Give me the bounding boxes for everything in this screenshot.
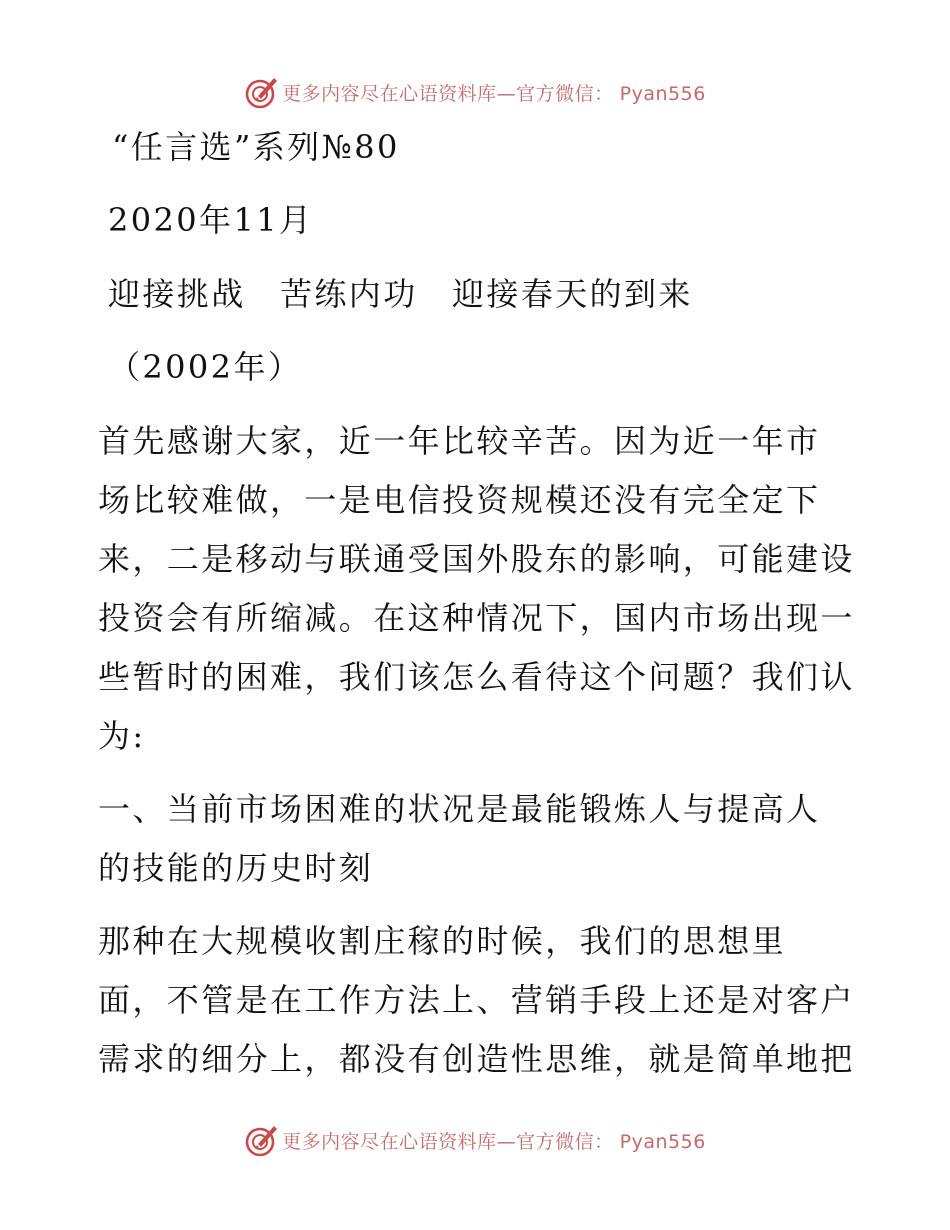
- watermark-text: [282, 1127, 706, 1154]
- watermark-wechat-id: Pyan556: [619, 82, 706, 105]
- paragraph-1-line-5: 些暂时的困难，我们该怎么看待这个问题？我们认: [98, 658, 855, 696]
- paragraph-1-line-3: 来，二是移动与联通受国外股东的影响，可能建设: [98, 540, 855, 578]
- watermark-label: 更多内容尽在心语资料库—官方微信：: [282, 82, 614, 105]
- paragraph-1-line-1: 首先感谢大家，近一年比较辛苦。因为近一年市: [98, 422, 821, 460]
- paragraph-2-line-1: 那种在大规模收割庄稼的时候，我们的思想里: [98, 922, 787, 960]
- date-line: 2020年11月: [108, 201, 314, 239]
- series-title: “任言选”系列№80: [112, 128, 400, 166]
- paragraph-1-line-4: 投资会有所缩减。在这种情况下，国内市场出现一: [98, 599, 855, 637]
- section-1-heading-line-1: 一、当前市场困难的状况是最能锻炼人与提高人: [98, 790, 821, 828]
- pen-logo-icon: [244, 1122, 280, 1158]
- watermark-wechat-id: Pyan556: [619, 1130, 706, 1153]
- paragraph-2-line-2: 面，不管是在工作方法上、营销手段上还是对客户: [98, 981, 855, 1019]
- watermark-label: 更多内容尽在心语资料库—官方微信：: [282, 1130, 614, 1153]
- watermark-footer: [0, 1120, 950, 1160]
- watermark-header: [0, 72, 950, 112]
- section-1-heading-line-2: 的技能的历史时刻: [98, 849, 374, 887]
- paragraph-1-line-2: 场比较难做，一是电信投资规模还没有完全定下: [98, 481, 821, 519]
- paragraph-1-line-6: 为:: [98, 717, 146, 755]
- paragraph-2-line-3: 需求的细分上，都没有创造性思维，就是简单地把: [98, 1040, 855, 1078]
- pen-logo-icon: [244, 74, 280, 110]
- year-line: （2002年）: [108, 348, 303, 386]
- article-title: 迎接挑战 苦练内功 迎接春天的到来: [108, 275, 693, 313]
- watermark-text: [282, 79, 706, 106]
